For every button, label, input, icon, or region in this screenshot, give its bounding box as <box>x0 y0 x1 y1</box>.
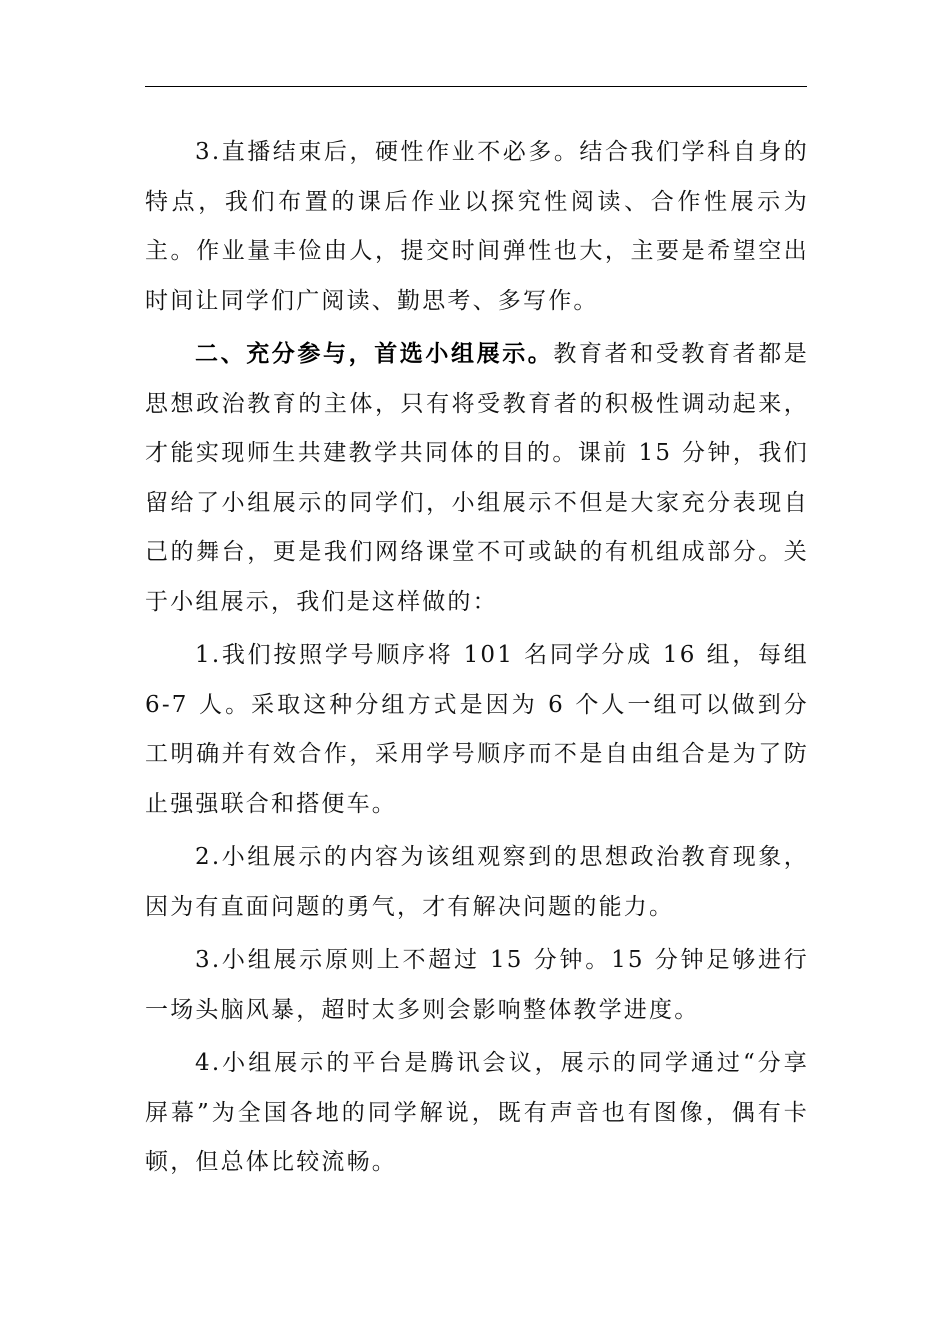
paragraph-text: 3.直播结束后，硬性作业不必多。结合我们学科自身的特点，我们布置的课后作业以探究性阅读、合作性展示为主。作业量丰俭由人，提交时间弹性也大，主要是希望空出时间让同学们广阅读、勤思考、多写作。 <box>145 139 809 314</box>
paragraph-3-homework <box>145 128 809 326</box>
paragraph-section-2 <box>145 330 809 627</box>
paragraph-4-platform <box>145 1039 809 1188</box>
paragraph-text: 4.小组展示的平台是腾讯会议，展示的同学通过“分享屏幕”为全国各地的同学解说，既有声音也有图像，偶有卡顿，但总体比较流畅。 <box>145 1050 809 1175</box>
paragraph-1-grouping <box>145 631 809 829</box>
paragraph-text: 3.小组展示原则上不超过 15 分钟。15 分钟足够进行一场头脑风暴，超时太多则会影响整体教学进度。 <box>145 947 809 1023</box>
paragraph-3-duration <box>145 936 809 1035</box>
paragraph-text: 教育者和受教育者都是思想政治教育的主体，只有将受教育者的积极性调动起来，才能实现师生共建教学共同体的目的。课前 15 分钟，我们留给了小组展示的同学们，小组展示不但是大家充分表现自己的舞台，更是我们网络课堂不可或缺的有机组成部分。关于小组展示，我们是这样做的： <box>145 341 810 615</box>
paragraph-text: 1.我们按照学号顺序将 101 名同学分成 16 组，每组 6-7 人。采取这种分组方式是因为 6 个人一组可以做到分工明确并有效合作，采用学号顺序而不是自由组合是为了防止强强联合和搭便车。 <box>145 642 809 817</box>
paragraph-2-content <box>145 833 809 932</box>
paragraph-text: 2.小组展示的内容为该组观察到的思想政治教育现象，因为有直面问题的勇气，才有解决问题的能力。 <box>145 844 809 920</box>
header-rule <box>145 86 807 87</box>
document-body <box>145 128 809 1192</box>
section-heading: 二、充分参与，首选小组展示。 <box>195 341 554 367</box>
